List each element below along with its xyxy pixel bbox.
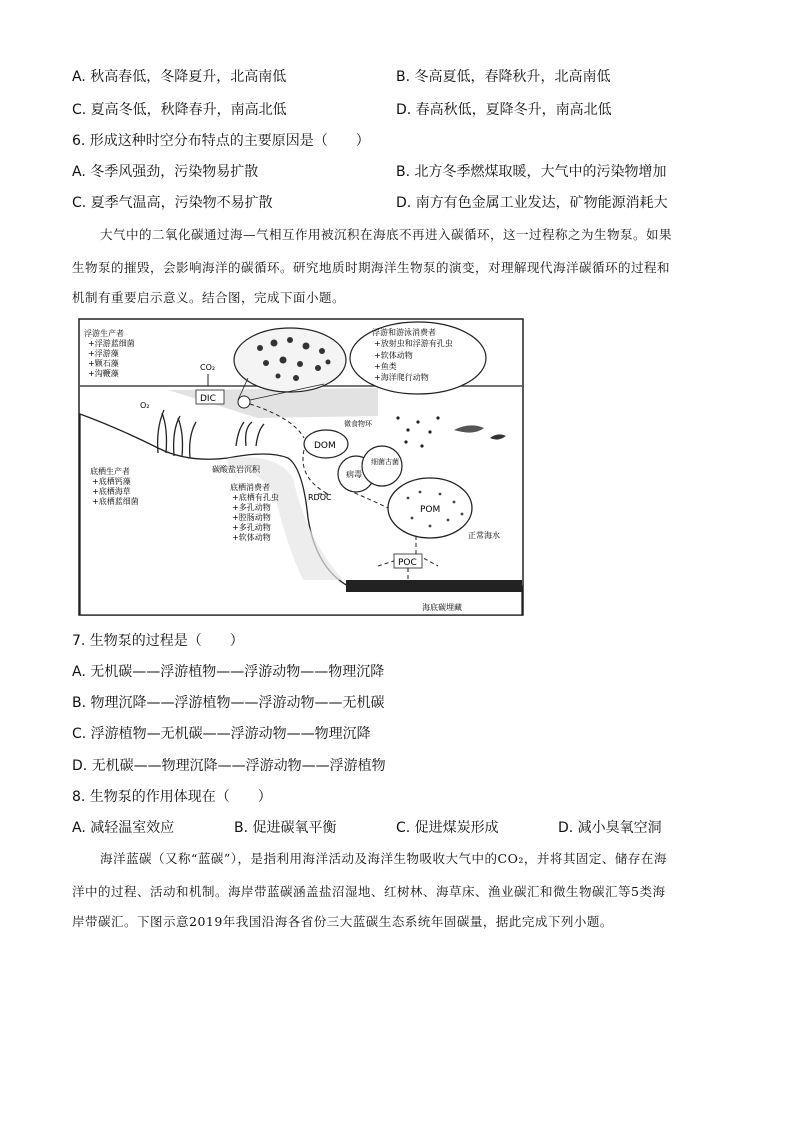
- dic-label: DIC: [200, 394, 216, 404]
- q5-option-b: B. 冬高夏低，春降秋升，北高南低: [396, 69, 611, 85]
- q7-option-d: D. 无机碳——物理沉降——浮游动物——浮游植物: [72, 758, 386, 774]
- svg-text:浮游和游泳消费者: 浮游和游泳消费者: [372, 328, 436, 337]
- rdoc-label: RDOC: [308, 493, 332, 502]
- pom-label: POM: [420, 505, 441, 515]
- q7-stem: 7. 生物泵的过程是（ ）: [72, 633, 244, 649]
- q7-option-b: B. 物理沉降——浮游植物——浮游动物——无机碳: [72, 695, 385, 711]
- q8-option-a: A. 减轻温室效应: [72, 820, 175, 836]
- svg-text:底栖生产者: 底栖生产者: [90, 467, 130, 476]
- q8-option-d: D. 减小臭氧空洞: [558, 820, 662, 836]
- svg-text:+腔肠动物: +腔肠动物: [232, 513, 271, 522]
- q6-option-d: D. 南方有色金属工业发达，矿物能源消耗大: [396, 195, 668, 211]
- microbial-loop-label: 微食物环: [344, 420, 372, 428]
- q8-option-c: C. 促进煤炭形成: [396, 820, 499, 836]
- q5-option-c: C. 夏高冬低，秋降春升，南高北低: [72, 102, 287, 118]
- svg-text:+海洋爬行动物: +海洋爬行动物: [374, 373, 429, 382]
- q8-option-b: B. 促进碳氧平衡: [234, 820, 337, 836]
- poc-label: POC: [398, 558, 417, 568]
- svg-text:+放射虫和浮游有孔虫: +放射虫和浮游有孔虫: [374, 339, 453, 348]
- svg-text:+底栖钙藻: +底栖钙藻: [92, 477, 131, 486]
- q5-option-d: D. 春高秋低，夏降冬升，南高北低: [396, 102, 612, 118]
- svg-text:+底栖有孔虫: +底栖有孔虫: [232, 493, 279, 502]
- dom-label: DOM: [314, 441, 336, 451]
- svg-text:+软体动物: +软体动物: [232, 533, 271, 542]
- o2-label: O₂: [140, 401, 150, 410]
- svg-text:+鱼类: +鱼类: [374, 362, 397, 371]
- svg-text:+颗石藻: +颗石藻: [88, 359, 119, 368]
- passage1-line3: 机制有重要启示意义。结合图，完成下面小题。: [72, 290, 346, 305]
- q7-option-a: A. 无机碳——浮游植物——浮游动物——物理沉降: [72, 664, 385, 680]
- passage1-line1: 大气中的二氧化碳通过海—气相互作用被沉积在海底不再进入碳循环，这一过程称之为生物泵。如果: [100, 227, 673, 242]
- bacteria-label: 细菌古菌: [371, 458, 399, 466]
- svg-text:+底栖蓝细菌: +底栖蓝细菌: [92, 497, 139, 506]
- passage2-line1: 海洋蓝碳（又称“蓝碳”），是指利用海洋活动及海洋生物吸收大气中的CO₂，并将其固定、储存在海: [100, 851, 667, 866]
- svg-text:+浮游藻: +浮游藻: [88, 349, 119, 358]
- q8-stem: 8. 生物泵的作用体现在（ ）: [72, 789, 272, 805]
- q6-option-b: B. 北方冬季燃煤取暖，大气中的污染物增加: [396, 164, 667, 180]
- svg-text:底栖消费者: 底栖消费者: [230, 483, 270, 492]
- co2-label: CO₂: [200, 363, 216, 372]
- biological-pump-diagram: [78, 318, 524, 616]
- virus-label: 病毒: [346, 470, 362, 479]
- svg-text:+多孔动物: +多孔动物: [232, 503, 271, 512]
- q6-option-a: A. 冬季风强劲，污染物易扩散: [72, 164, 259, 180]
- svg-text:+多孔动物: +多孔动物: [232, 523, 271, 532]
- q7-option-c: C. 浮游植物—无机碳——浮游动物——物理沉降: [72, 726, 371, 742]
- carbonate-label: 碳酸盐岩沉积: [212, 465, 260, 474]
- passage2-line3: 岸带碳汇。下图示意2019年我国沿海各省份三大蓝碳生态系统年固碳量，据此完成下列小题。: [72, 914, 613, 929]
- passage1-line2: 生物泵的摧毁，会影响海洋的碳循环。研究地质时期海洋生物泵的演变，对理解现代海洋碳循环的过程和: [72, 260, 671, 275]
- svg-text:浮游生产者: 浮游生产者: [84, 329, 124, 338]
- seafloor-burial-label: 海底碳埋藏: [422, 603, 462, 612]
- svg-text:+软体动物: +软体动物: [374, 351, 413, 360]
- svg-text:+沟鞭藻: +沟鞭藻: [88, 369, 119, 378]
- passage2-line2: 洋中的过程、活动和机制。海岸带蓝碳涵盖盐沼湿地、红树林、海草床、渔业碳汇和微生物碳汇等5类海: [72, 884, 666, 899]
- svg-text:+浮游蓝细菌: +浮游蓝细菌: [88, 339, 135, 348]
- q6-stem: 6. 形成这种时空分布特点的主要原因是（ ）: [72, 133, 370, 149]
- normal-sea-label: 正常海水: [468, 531, 500, 540]
- q6-option-c: C. 夏季气温高，污染物不易扩散: [72, 195, 273, 211]
- svg-text:+底栖海草: +底栖海草: [92, 487, 131, 496]
- q5-option-a: A. 秋高春低，冬降夏升，北高南低: [72, 69, 287, 85]
